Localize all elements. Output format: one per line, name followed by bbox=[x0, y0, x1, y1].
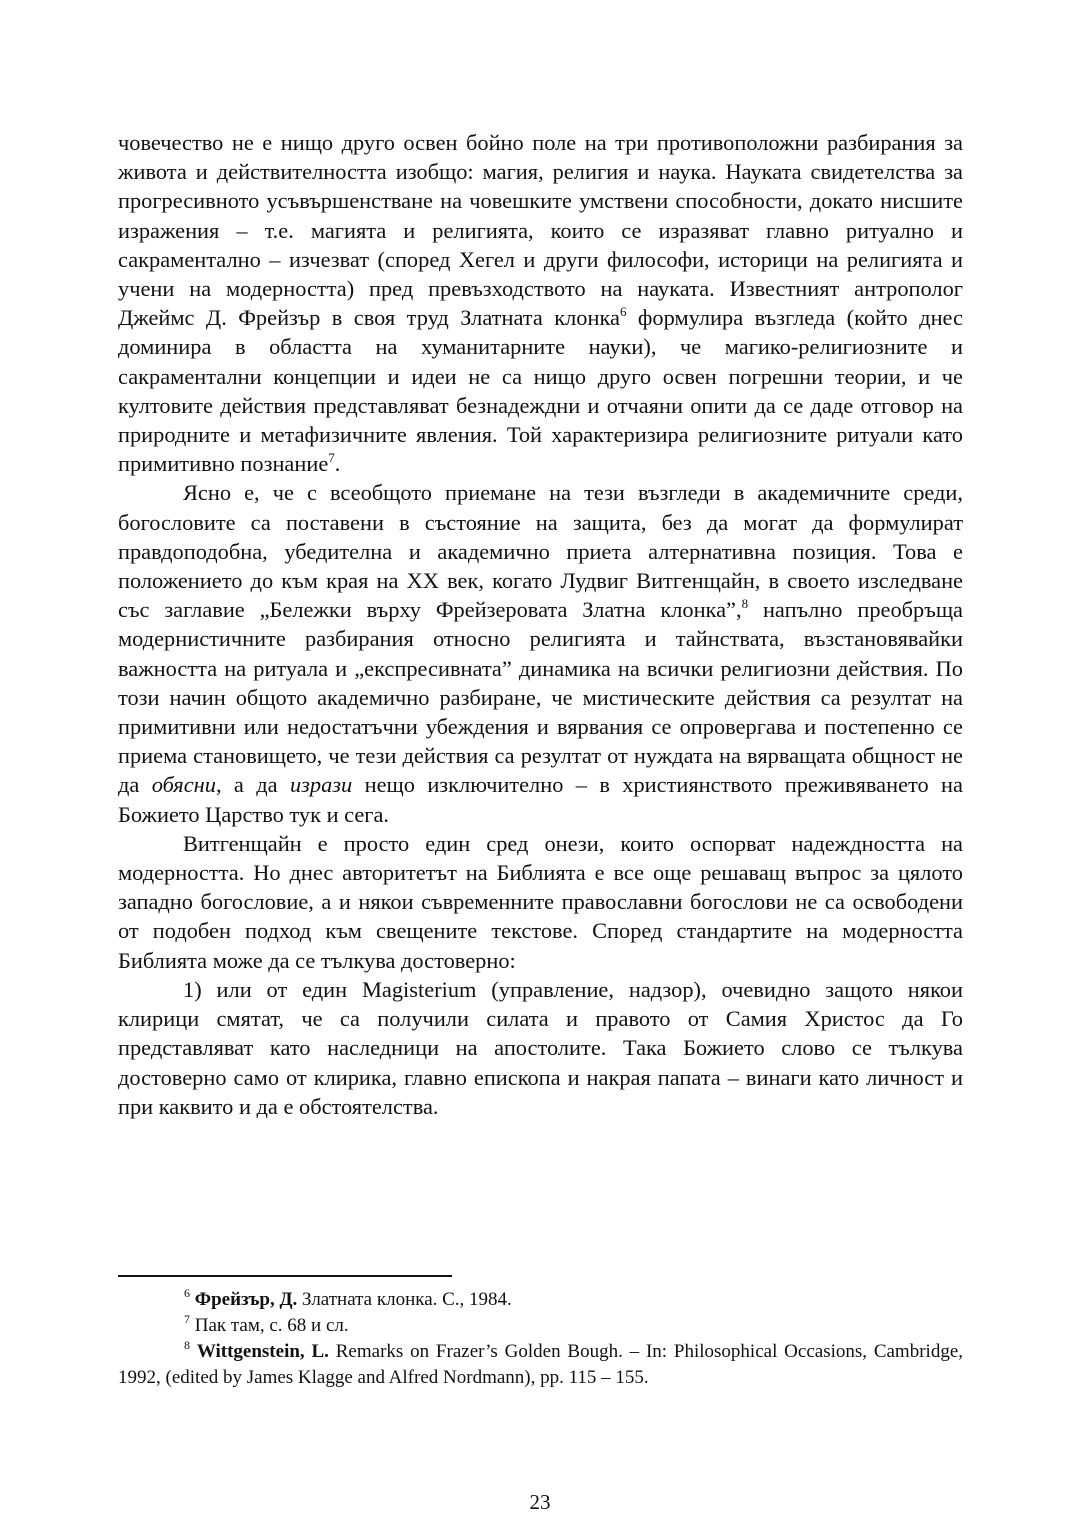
footnote-separator bbox=[118, 1275, 452, 1277]
paragraph-2-text-d: нещо изключително – в християнството преживяването на Божието Царство тук и сега. bbox=[118, 772, 963, 827]
footnote-text: Златната клонка. С., 1984. bbox=[297, 1289, 512, 1310]
footnote-7 bbox=[118, 1313, 963, 1339]
paragraph-2-text-b: напълно преобръща модернистичните разбирания относно религията и тайнствата, възстановявайки важността на ритуала и „експресивната” динамика на всички религиозни действия. По този начин общото академично разбиране, че мистическите действия са резултат на примитивни или недостатъчни убеждения и вярвания се опровергава и постепенно се приема становището, че тези действия са резултат от нуждата на вярващата общност не да bbox=[118, 597, 963, 798]
footnote-author: Фрейзър, Д. bbox=[194, 1289, 298, 1310]
page-number: 23 bbox=[529, 1490, 551, 1514]
paragraph-1-text-c: . bbox=[334, 451, 341, 477]
emphasis-express: изрази bbox=[289, 772, 353, 798]
footnote-author: Wittgenstein, L. bbox=[196, 1341, 329, 1362]
body-text bbox=[118, 128, 963, 1121]
footnote-6 bbox=[118, 1287, 963, 1313]
footnote-ref-8[interactable]: 8 bbox=[741, 596, 749, 612]
paragraph-2-text-a: Ясно е, че с всеобщото приемане на тези възгледи в академичните среди, богословите са поставени в състояние на защита, без да могат да формулират правдоподобна, убедителна и академично приета алтернативна позиция. Това е положението до към края на XX век, когато Лудвиг Витгенщайн, в своето изследване със заглавие „Бележки върху Фрейзеровата Златна клонка”, bbox=[118, 480, 963, 623]
footnote-text: Пак там, с. 68 и сл. bbox=[190, 1315, 349, 1336]
footnote-number: 7 bbox=[184, 1312, 190, 1326]
paragraph-3: Витгенщайн е просто един сред онези, които оспорват надеждността на модерността. Но днес авторитетът на Библията е все още решаващ въпрос за цялото западно богословие, а и някои съвременните православни богослови не са освободени от подобен подход към свещените текстове. Според стандартите на модерността Библията може да се тълкува достоверно: bbox=[118, 830, 963, 973]
footnotes bbox=[118, 1287, 963, 1391]
emphasis-explain: обясни bbox=[151, 772, 216, 798]
footnote-ref-7[interactable]: 7 bbox=[328, 450, 335, 466]
footnote-ref-6[interactable]: 6 bbox=[619, 304, 627, 320]
paragraph-2 bbox=[118, 478, 963, 828]
footnote-8 bbox=[118, 1339, 963, 1391]
paragraph-1-text-b: формулира възгледа (който днес доминира в областта на хуманитарните науки), че магико-религиозните и сакраментални концепции и идеи не са нищо друго освен погрешни теории, и че култовите действия представляват безнадеждни и отчаяни опити да се даде отговор на природните и метафизичните явления. Той характеризира религиозните ритуали като примитивно познание bbox=[118, 305, 963, 477]
footnote-number: 8 bbox=[184, 1338, 190, 1352]
paragraph-1 bbox=[118, 128, 963, 478]
paragraph-4: 1) или от един Magisterium (управление, надзор), очевидно защото някои клирици смятат, че са получили силата и правото от Самия Христос да Го представляват като наследници на апостолите. Така Божието слово се тълкува достоверно само от клирика, главно епископа и накрая папата – винаги като личност и при каквито и да е обстоятелства. bbox=[118, 976, 963, 1119]
paragraph-2-text-c: , а да bbox=[215, 772, 290, 798]
footnote-number: 6 bbox=[184, 1286, 190, 1300]
paragraph-1-text-a: човечество не е нищо друго освен бойно поле на три противоположни разбирания за живота и действителността изобщо: магия, религия и наука. Науката свидетелства за прогресивното усъвършенстване на човешките умствени способности, докато нисшите изражения – т.е. магията и религията, които се изразяват главно ритуално и сакраментално – изчезват (според Хегел и други философи, историци на религията и учени на модерността) пред превъзходството на науката. Известният антрополог Джеймс Д. Фрейзър в своя труд Златната клонка bbox=[118, 130, 963, 331]
footnote-text: Remarks on Frazer’s Golden Bough. – In: Philosophical Occasions, Cambridge, 1992, (edited by James Klagge and Alfred Nordmann), pp. 115 – 155. bbox=[118, 1341, 964, 1388]
